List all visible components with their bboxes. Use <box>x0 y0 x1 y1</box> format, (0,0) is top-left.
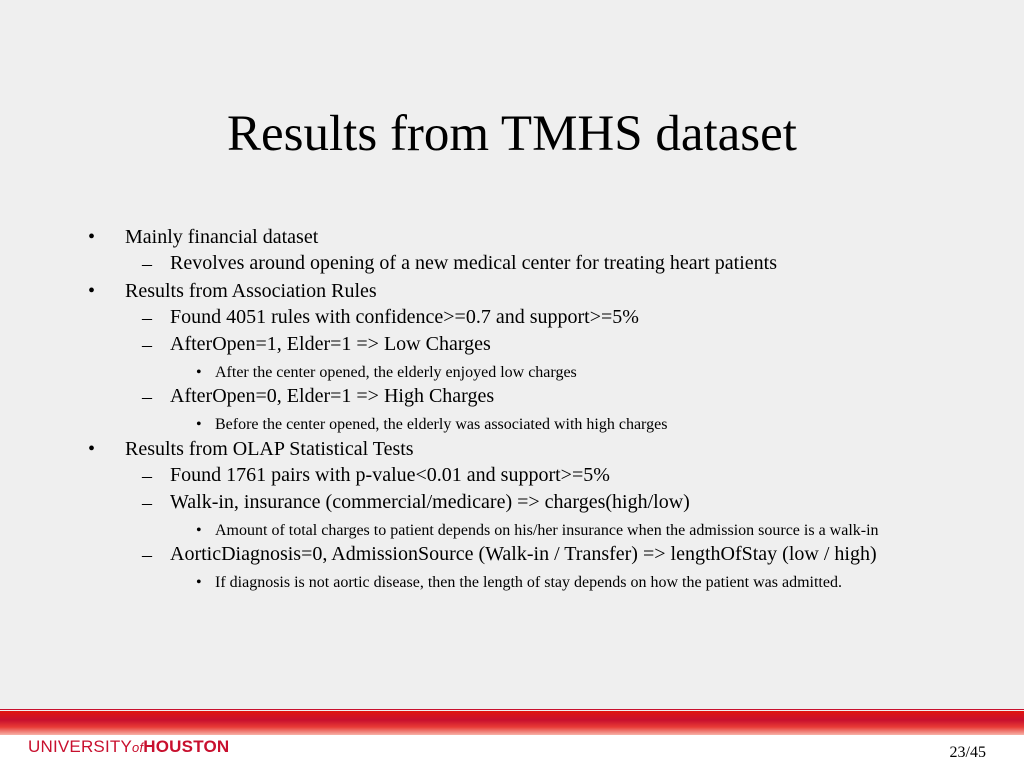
bullet-item <box>0 359 1024 384</box>
page-number: 23/45 <box>949 744 986 761</box>
bullet-marker: • <box>196 574 202 591</box>
bullet-marker: • <box>196 522 202 539</box>
bullet-item <box>0 278 1024 305</box>
footer-divider <box>0 709 1024 710</box>
bullet-item <box>0 332 1024 359</box>
bullet-item <box>0 224 1024 251</box>
bullet-text: Found 4051 rules with confidence>=0.7 and support>=5% <box>170 306 639 328</box>
bullet-item <box>0 251 1024 278</box>
bullet-text: Revolves around opening of a new medical center for treating heart patients <box>170 252 777 274</box>
logo-text-of: of <box>132 740 144 755</box>
bullet-item <box>0 490 1024 517</box>
bullet-text: AfterOpen=0, Elder=1 => High Charges <box>170 385 495 407</box>
bullet-text: Mainly financial dataset <box>125 226 319 248</box>
bullet-marker: • <box>196 416 202 433</box>
logo-text-university: UNIVERSITY <box>28 737 133 756</box>
bullet-item <box>0 463 1024 490</box>
bullet-item <box>0 569 1024 594</box>
bullet-marker: – <box>142 334 152 356</box>
bullet-marker: – <box>142 492 152 514</box>
bullet-item <box>0 542 1024 569</box>
university-logo <box>28 737 229 757</box>
footer-band <box>0 711 1024 735</box>
bullet-text: Amount of total charges to patient depends on his/her insurance when the admission source is a walk-in <box>215 522 879 539</box>
bullet-marker: – <box>142 386 152 408</box>
bullet-text: AorticDiagnosis=0, AdmissionSource (Walk-in / Transfer) => lengthOfStay (low / high) <box>170 543 877 565</box>
bullet-list <box>0 224 1024 594</box>
logo-text-houston: HOUSTON <box>143 737 230 756</box>
bullet-text: AfterOpen=1, Elder=1 => Low Charges <box>170 333 491 355</box>
bullet-text: Results from OLAP Statistical Tests <box>125 438 414 460</box>
bullet-marker: – <box>142 465 152 487</box>
bullet-marker: • <box>88 226 96 248</box>
bullet-text: Before the center opened, the elderly was associated with high charges <box>215 416 668 433</box>
bullet-item <box>0 411 1024 436</box>
bullet-text: Found 1761 pairs with p-value<0.01 and support>=5% <box>170 464 610 486</box>
slide-title: Results from TMHS dataset <box>227 106 797 162</box>
bullet-marker: – <box>142 544 152 566</box>
bullet-marker: • <box>88 280 96 302</box>
bullet-item <box>0 384 1024 411</box>
bullet-text: Results from Association Rules <box>125 280 377 302</box>
bullet-item <box>0 436 1024 463</box>
bullet-marker: – <box>142 307 152 329</box>
bullet-marker: – <box>142 253 152 275</box>
bullet-marker: • <box>196 364 202 381</box>
bullet-item <box>0 305 1024 332</box>
bullet-text: Walk-in, insurance (commercial/medicare) => charges(high/low) <box>170 491 690 513</box>
bullet-text: If diagnosis is not aortic disease, then the length of stay depends on how the patient was admitted. <box>215 574 842 591</box>
bullet-text: After the center opened, the elderly enjoyed low charges <box>215 364 577 381</box>
bullet-item <box>0 517 1024 542</box>
bullet-marker: • <box>88 438 96 460</box>
